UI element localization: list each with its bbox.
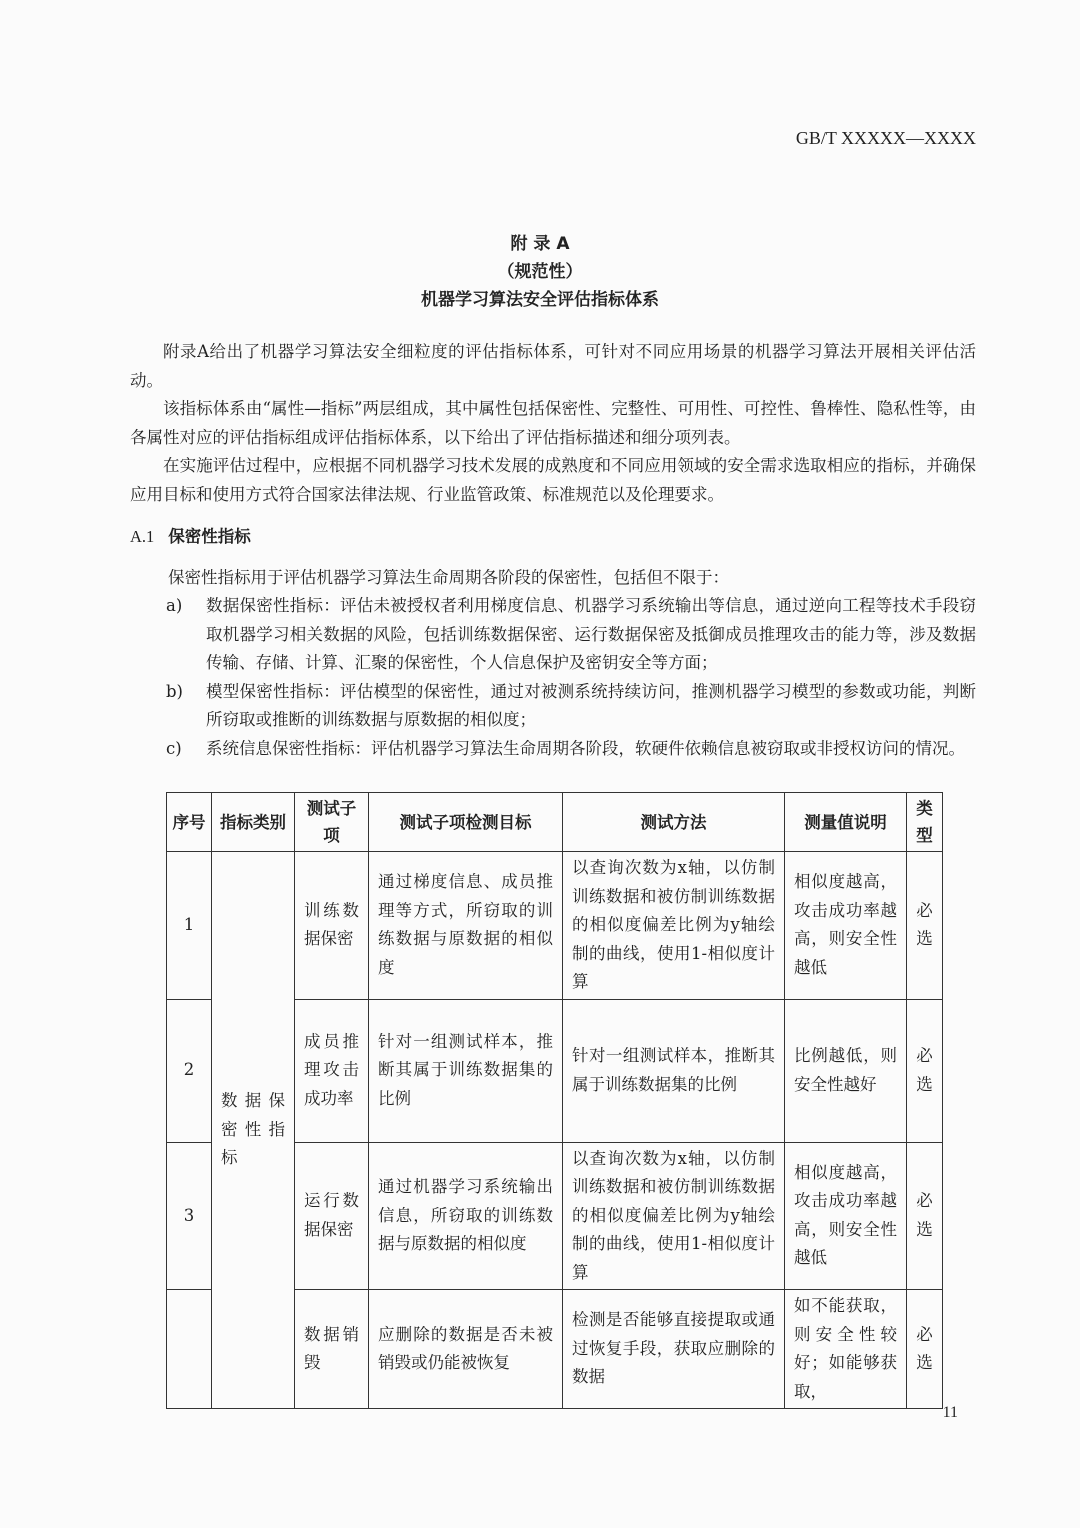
section-number: A.1 bbox=[130, 527, 155, 546]
cell-goal: 通过梯度信息、成员推理等方式，所窃取的训练数据与原数据的相似度 bbox=[369, 852, 563, 1000]
paragraph: 在实施评估过程中，应根据不同机器学习技术发展的成熟度和不同应用领域的安全需求选取相应的指标，并确保应用目标和使用方式符合国家法律法规、行业监管政策、标准规范以及伦理要求。 bbox=[130, 456, 976, 504]
cell-method: 以查询次数为x轴，以仿制训练数据和被仿制训练数据的相似度偏差比例为y轴绘制的曲线，使用1-相似度计算 bbox=[563, 1142, 785, 1290]
section-heading bbox=[130, 523, 976, 552]
list-item bbox=[130, 735, 976, 764]
section-title: 保密性指标 bbox=[168, 527, 251, 546]
cell-measure: 比例越低，则安全性越好 bbox=[785, 999, 907, 1142]
cell-method: 检测是否能够直接提取或通过恢复手段，获取应删除的数据 bbox=[563, 1290, 785, 1409]
appendix-label: 附 录 A bbox=[510, 234, 570, 254]
cell-type: 必选 bbox=[907, 999, 943, 1142]
cell-goal: 通过机器学习系统输出信息，所窃取的训练数据与原数据的相似度 bbox=[369, 1142, 563, 1290]
cell-type: 必选 bbox=[907, 1142, 943, 1290]
column-header: 指标类别 bbox=[212, 793, 295, 852]
cell-type: 必选 bbox=[907, 852, 943, 1000]
appendix-titles bbox=[0, 230, 1080, 314]
column-header: 测量值说明 bbox=[785, 793, 907, 852]
list-marker: c) bbox=[166, 738, 182, 758]
list-text: 数据保密性指标：评估未被授权者利用梯度信息、机器学习系统输出等信息，通过逆向工程等技术手段窃取机器学习相关数据的风险，包括训练数据保密、运行数据保密及抵御成员推理攻击的能力等，涉及数据传输、存储、计算、汇聚的保密性，个人信息保护及密钥安全等方面； bbox=[206, 596, 976, 672]
cell-method: 以查询次数为x轴，以仿制训练数据和被仿制训练数据的相似度偏差比例为y轴绘制的曲线，使用1-相似度计算 bbox=[563, 852, 785, 1000]
paragraph: 附录A给出了机器学习算法安全细粒度的评估指标体系，可针对不同应用场景的机器学习算法开展相关评估活动。 bbox=[130, 342, 976, 390]
list-marker: b) bbox=[166, 681, 183, 701]
list-item bbox=[130, 678, 976, 735]
cell-no: 2 bbox=[167, 999, 212, 1142]
cell-no: 1 bbox=[167, 852, 212, 1000]
cell-goal: 针对一组测试样本，推断其属于训练数据集的比例 bbox=[369, 999, 563, 1142]
list-item bbox=[130, 592, 976, 678]
cell-type: 必选 bbox=[907, 1290, 943, 1409]
cell-goal: 应删除的数据是否未被销毁或仍能被恢复 bbox=[369, 1290, 563, 1409]
table-row bbox=[167, 852, 943, 1000]
document-body bbox=[130, 338, 976, 763]
cell-sub: 数据销毁 bbox=[295, 1290, 369, 1409]
cell-method: 针对一组测试样本，推断其属于训练数据集的比例 bbox=[563, 999, 785, 1142]
list-text: 系统信息保密性指标：评估机器学习算法生命周期各阶段，软硬件依赖信息被窃取或非授权访问的情况。 bbox=[206, 738, 965, 758]
list-marker: a) bbox=[166, 596, 183, 615]
indicator-table bbox=[166, 792, 943, 1409]
standard-number: GB/T XXXXX—XXXX bbox=[795, 128, 976, 148]
cell-measure: 如不能获取，则安全性较好；如能够获取， bbox=[785, 1290, 907, 1409]
column-header: 序号 bbox=[167, 793, 212, 852]
table-header-row bbox=[167, 793, 943, 852]
section-intro: 保密性指标用于评估机器学习算法生命周期各阶段的保密性，包括但不限于： bbox=[168, 567, 729, 587]
column-header: 测试子项 bbox=[295, 793, 369, 852]
cell-sub: 训练数据保密 bbox=[295, 852, 369, 1000]
column-header: 类型 bbox=[907, 793, 943, 852]
cell-sub: 运行数据保密 bbox=[295, 1142, 369, 1290]
cell-no: 3 bbox=[167, 1142, 212, 1290]
cell-measure: 相似度越高，攻击成功率越高，则安全性越低 bbox=[785, 1142, 907, 1290]
page-number: 11 bbox=[942, 1404, 958, 1421]
column-header: 测试子项检测目标 bbox=[369, 793, 563, 852]
cell-category: 数据保密性指标 bbox=[212, 852, 295, 1409]
paragraph: 该指标体系由“属性—指标”两层组成，其中属性包括保密性、完整性、可用性、可控性、鲁棒性、隐私性等，由各属性对应的评估指标组成评估指标体系，以下给出了评估指标描述和细分项列表。 bbox=[130, 399, 976, 447]
column-header: 测试方法 bbox=[563, 793, 785, 852]
cell-no bbox=[167, 1290, 212, 1409]
list-text: 模型保密性指标：评估模型的保密性，通过对被测系统持续访问，推测机器学习模型的参数或功能，判断所窃取或推断的训练数据与原数据的相似度； bbox=[206, 681, 976, 729]
appendix-nature: （规范性） bbox=[497, 262, 583, 282]
cell-sub: 成员推理攻击成功率 bbox=[295, 999, 369, 1142]
cell-measure: 相似度越高，攻击成功率越高，则安全性越低 bbox=[785, 852, 907, 1000]
appendix-title: 机器学习算法安全评估指标体系 bbox=[421, 290, 659, 310]
